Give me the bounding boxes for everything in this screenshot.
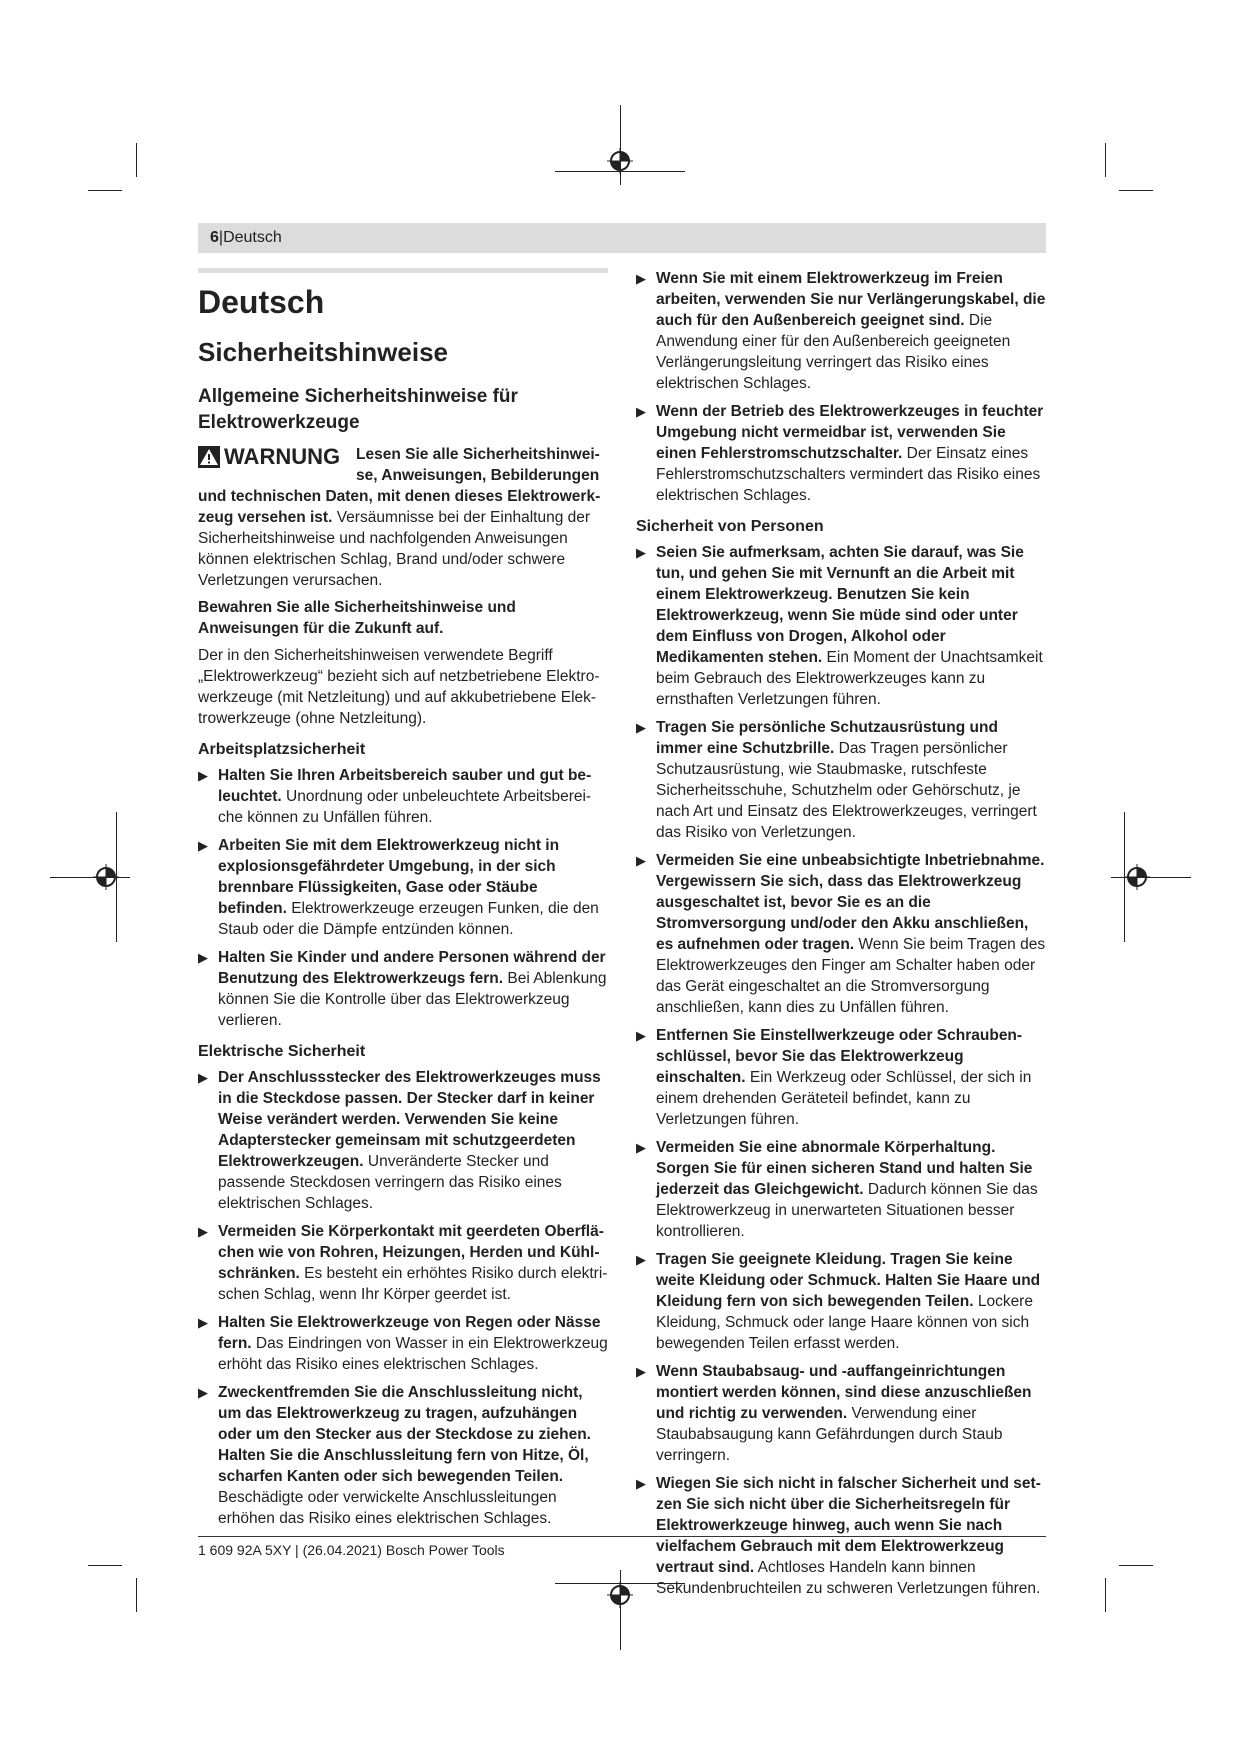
registration-mark-icon bbox=[1124, 864, 1150, 890]
bullet-arrow-icon: ▶ bbox=[636, 1252, 646, 1267]
item-bold-text: Wenn der Betrieb des Elektrowerkzeuges in feuchter Umgebung nicht vermeidbar ist, verwenden Sie einen Fehlerstromschutzschalter. bbox=[656, 403, 1044, 462]
warning-paragraph bbox=[198, 486, 608, 591]
list-item bbox=[198, 1221, 608, 1305]
item-bold-text: Entfernen Sie Einstellwerkzeuge oder Schraubenschlüssel, bevor Sie das Elektrowerkzeug einschalten. bbox=[656, 1027, 1023, 1086]
item-text: Ein Moment der Unachtsamkeit beim Gebrauch des Elektrowerkzeuges kann zu ernsthaften Verletzungen führen. bbox=[656, 649, 1043, 708]
registration-mark-icon bbox=[607, 1582, 633, 1608]
item-text: Unordnung oder unbeleuchtete Arbeitsbereiche können zu Unfällen führen. bbox=[218, 788, 592, 826]
item-bold-text: Halten Sie Elektrowerkzeuge von Regen oder Nässe fern. bbox=[218, 1314, 601, 1352]
bullet-arrow-icon: ▶ bbox=[198, 768, 208, 783]
section-heading: Sicherheit von Personen bbox=[636, 518, 824, 535]
item-bold-text: Halten Sie Kinder und andere Personen während der Benutzung des Elektrowerkzeugs fern. bbox=[218, 949, 606, 987]
section-title: Sicherheitshinweise bbox=[198, 337, 448, 367]
item-bold-text: Seien Sie aufmerksam, achten Sie darauf, was Sie tun, und gehen Sie mit Vernunft an die Arbeit mit einem Elektrowerkzeug. Benutzen Sie kein Elektrowerkzeug, wenn Sie müde sind oder unter dem Einfluss von Drogen, Alkohol oder Medikamenten stehen. bbox=[656, 544, 1024, 666]
section-heading: Arbeitsplatzsicherheit bbox=[198, 741, 366, 758]
list-item bbox=[198, 765, 608, 828]
right-column bbox=[636, 268, 1046, 1606]
term-note: Der in den Sicherheitshinweisen verwendete Begriff „Elektrowerkzeug“ bezieht sich auf netzbetriebene Elektrowerkzeuge (mit Netzleitung) und auf akkubetriebene Elektrowerkzeuge (ohne Netzleitung). bbox=[198, 647, 600, 727]
item-bold-text: Wenn Staubabsaug- und -auffangeinrichtungen montiert werden können, sind diese anzuschließen und richtig zu verwenden. bbox=[656, 1363, 1032, 1422]
subsection-title: Allgemeine Sicherheitshinweise für Elektrowerkzeuge bbox=[198, 386, 518, 433]
registration-line bbox=[1111, 877, 1191, 878]
list-item bbox=[636, 717, 1046, 843]
item-bold-text: Vermeiden Sie Körperkontakt mit geerdeten Oberflächen wie von Rohren, Heizungen, Herden und Kühlschränken. bbox=[218, 1223, 604, 1282]
warning-label bbox=[198, 444, 356, 470]
item-text: Unveränderte Stecker und passende Steckdosen verringern das Risiko eines elektrischen Schlages. bbox=[218, 1153, 562, 1212]
list-item bbox=[636, 1137, 1046, 1242]
bullet-arrow-icon: ▶ bbox=[198, 950, 208, 965]
item-text: Das Eindringen von Wasser in ein Elektrowerkzeug erhöht das Risiko eines elektrischen Schlages. bbox=[218, 1335, 608, 1373]
right-top-list bbox=[636, 268, 1046, 506]
item-text: Dadurch können Sie das Elektrowerkzeug in unerwarteten Situationen besser kontrollieren. bbox=[656, 1181, 1038, 1240]
left-column bbox=[198, 270, 608, 1536]
page-header bbox=[198, 223, 1046, 253]
item-bold-text: Der Anschlussstecker des Elektrowerkzeuges muss in die Steckdose passen. Der Stecker darf in keiner Weise verändert werden. Verwenden Sie keine Adapterstecker gemeinsam mit schutzgeerdeten Elektrowerkzeugen. bbox=[218, 1069, 601, 1170]
bullet-arrow-icon: ▶ bbox=[636, 1028, 646, 1043]
warning-triangle-icon bbox=[198, 446, 220, 468]
bullet-arrow-icon: ▶ bbox=[636, 545, 646, 560]
crop-mark bbox=[1105, 143, 1106, 177]
warning-cont-text: Versäumnisse bei der Einhaltung der Sicherheitshinweise und nachfolgenden Anweisungen können elektrischen Schlag, Brand und/oder schwere Verletzungen verursachen. bbox=[198, 509, 591, 589]
footer-rule bbox=[198, 1536, 1046, 1537]
list-item bbox=[636, 542, 1046, 710]
item-bold-text: Arbeiten Sie mit dem Elektrowerkzeug nicht in explosionsgefährdeter Umgebung, in der sich brennbare Flüssigkeiten, Gase oder Stäube befinden. bbox=[218, 837, 560, 917]
list-item bbox=[636, 1361, 1046, 1466]
bullet-arrow-icon: ▶ bbox=[198, 838, 208, 853]
item-text: Wenn Sie beim Tragen des Elektrowerkzeuges den Finger am Schalter haben oder das Gerät eingeschaltet an die Stromversorgung anschließen, kann dies zu Unfällen führen. bbox=[656, 936, 1046, 1016]
crop-mark bbox=[88, 1565, 122, 1566]
crop-mark bbox=[136, 143, 137, 177]
item-text: Lockere Kleidung, Schmuck oder lange Haare können von sich bewegenden Teilen erfasst werden. bbox=[656, 1293, 1033, 1352]
list-item bbox=[636, 268, 1046, 394]
warning-block bbox=[198, 444, 608, 486]
item-bold-text: Zweckentfremden Sie die Anschlussleitung nicht, um das Elektrowerkzeug zu tragen, aufzuhängen oder um den Stecker aus der Steckdose zu ziehen. Halten Sie die Anschlussleitung fern von Hitze, Öl, scharfen Kanten oder sich bewegenden Teilen. bbox=[218, 1384, 591, 1485]
bullet-arrow-icon: ▶ bbox=[636, 271, 646, 286]
item-text: Beschädigte oder verwickelte Anschlussleitungen erhöhen das Risiko eines elektrischen Schlages. bbox=[218, 1489, 557, 1527]
crop-mark bbox=[136, 1578, 137, 1612]
item-text: Bei Ablenkung können Sie die Kontrolle über das Elektrowerkzeug verlieren. bbox=[218, 970, 607, 1029]
bullet-list bbox=[198, 1067, 608, 1529]
bullet-list bbox=[198, 765, 608, 1031]
list-item bbox=[198, 1312, 608, 1375]
item-text: Verwendung einer Staubabsaugung kann Gefährdungen durch Staub verringern. bbox=[656, 1405, 1003, 1464]
list-item bbox=[198, 1067, 608, 1214]
crop-mark bbox=[1119, 1565, 1153, 1566]
item-bold-text: Tragen Sie persönliche Schutzausrüstung und immer eine Schutzbrille. bbox=[656, 719, 998, 757]
item-text: Achtloses Handeln kann binnen Sekundenbruchteilen zu schweren Verletzungen führen. bbox=[656, 1559, 1041, 1597]
item-text: Das Tragen persönlicher Schutzausrüstung, wie Staubmaske, rutschfeste Sicherheitsschuhe, Schutzhelm oder Gehörschutz, je nach Art und Einsatz des Elektrowerkzeuges, verringert das Risiko von Verletzungen. bbox=[656, 740, 1037, 841]
crop-mark bbox=[1119, 190, 1153, 191]
item-bold-text: Wiegen Sie sich nicht in falscher Sicherheit und setzen Sie sich nicht über die Sicherheitsregeln für Elektrowerkzeuge hinweg, auch wenn Sie nach vielfachem Gebrauch mit dem Elektrowerkzeug vertraut sind. bbox=[656, 1475, 1041, 1576]
keep-note: Bewahren Sie alle Sicherheitshinweise und Anweisungen für die Zukunft auf. bbox=[198, 599, 516, 637]
bullet-arrow-icon: ▶ bbox=[198, 1385, 208, 1400]
item-bold-text: Wenn Sie mit einem Elektrowerkzeug im Freien arbeiten, verwenden Sie nur Verlängerungskabel, die auch für den Außenbereich geeignet sind. bbox=[656, 270, 1046, 329]
bullet-arrow-icon: ▶ bbox=[636, 853, 646, 868]
bullet-arrow-icon: ▶ bbox=[198, 1315, 208, 1330]
list-item bbox=[636, 1249, 1046, 1354]
registration-mark-icon bbox=[607, 148, 633, 174]
bullet-arrow-icon: ▶ bbox=[636, 1364, 646, 1379]
list-item bbox=[636, 1025, 1046, 1130]
item-text: Die Anwendung einer für den Außenbereich geeigneten Verlängerungsleitung verringert das Risiko eines elektrischen Schlages. bbox=[656, 312, 1011, 392]
list-item bbox=[198, 947, 608, 1031]
header-separator: | bbox=[218, 229, 224, 246]
item-bold-text: Tragen Sie geeignete Kleidung. Tragen Sie keine weite Kleidung oder Schmuck. Halten Sie Haare und Kleidung fern von sich bewegenden Teilen. bbox=[656, 1251, 1041, 1310]
bullet-arrow-icon: ▶ bbox=[636, 404, 646, 419]
left-sections bbox=[198, 739, 608, 1529]
item-text: Ein Werkzeug oder Schlüssel, der sich in einem drehenden Geräteteil befindet, kann zu Verletzungen führen. bbox=[656, 1069, 1032, 1128]
item-text: Elektrowerkzeuge erzeugen Funken, die den Staub oder die Dämpfe entzünden können. bbox=[218, 900, 599, 938]
bullet-arrow-icon: ▶ bbox=[198, 1224, 208, 1239]
list-item bbox=[636, 850, 1046, 1018]
bullet-arrow-icon: ▶ bbox=[636, 1476, 646, 1491]
item-text: Es besteht ein erhöhtes Risiko durch elektrischen Schlag, wenn Ihr Körper geerdet ist. bbox=[218, 1265, 608, 1303]
personal-safety-list bbox=[636, 542, 1046, 1599]
section-heading: Elektrische Sicherheit bbox=[198, 1043, 366, 1060]
list-item bbox=[198, 1382, 608, 1529]
item-bold-text: Vermeiden Sie eine unbeabsichtigte Inbetriebnahme. Vergewissern Sie sich, dass das Elektrowerkzeug ausgeschaltet ist, bevor Sie es an die Stromversorgung und/oder den Akku anschließen, es aufnehmen oder tragen. bbox=[656, 852, 1045, 953]
bullet-arrow-icon: ▶ bbox=[198, 1070, 208, 1085]
bullet-arrow-icon: ▶ bbox=[636, 1140, 646, 1155]
list-item bbox=[636, 401, 1046, 506]
registration-mark-icon bbox=[93, 864, 119, 890]
bullet-arrow-icon: ▶ bbox=[636, 720, 646, 735]
warning-lead: Lesen Sie alle Sicherheitshinweise, Anweisungen, Bebilderungen bbox=[356, 446, 600, 484]
page-footer: 1 609 92A 5XY | (26.04.2021) Bosch Power Tools bbox=[198, 1542, 505, 1558]
crop-mark bbox=[88, 190, 122, 191]
page-title: Deutsch bbox=[198, 284, 325, 320]
item-bold-text: Vermeiden Sie eine abnormale Körperhaltung. Sorgen Sie für einen sicheren Stand und halten Sie jederzeit das Gleichgewicht. bbox=[656, 1139, 1033, 1198]
header-section: Deutsch bbox=[223, 229, 282, 246]
warning-cont-bold: und technischen Daten, mit denen dieses Elektrowerkzeug versehen ist. bbox=[198, 488, 601, 526]
item-bold-text: Halten Sie Ihren Arbeitsbereich sauber und gut beleuchtet. bbox=[218, 767, 592, 805]
warning-word: WARNUNG bbox=[224, 444, 341, 469]
item-text: Der Einsatz eines Fehlerstromschutzschalters vermindert das Risiko eines elektrischen Schlages. bbox=[656, 445, 1041, 504]
page-number: 6 bbox=[210, 229, 219, 246]
list-item bbox=[198, 835, 608, 940]
crop-mark bbox=[1105, 1578, 1106, 1612]
